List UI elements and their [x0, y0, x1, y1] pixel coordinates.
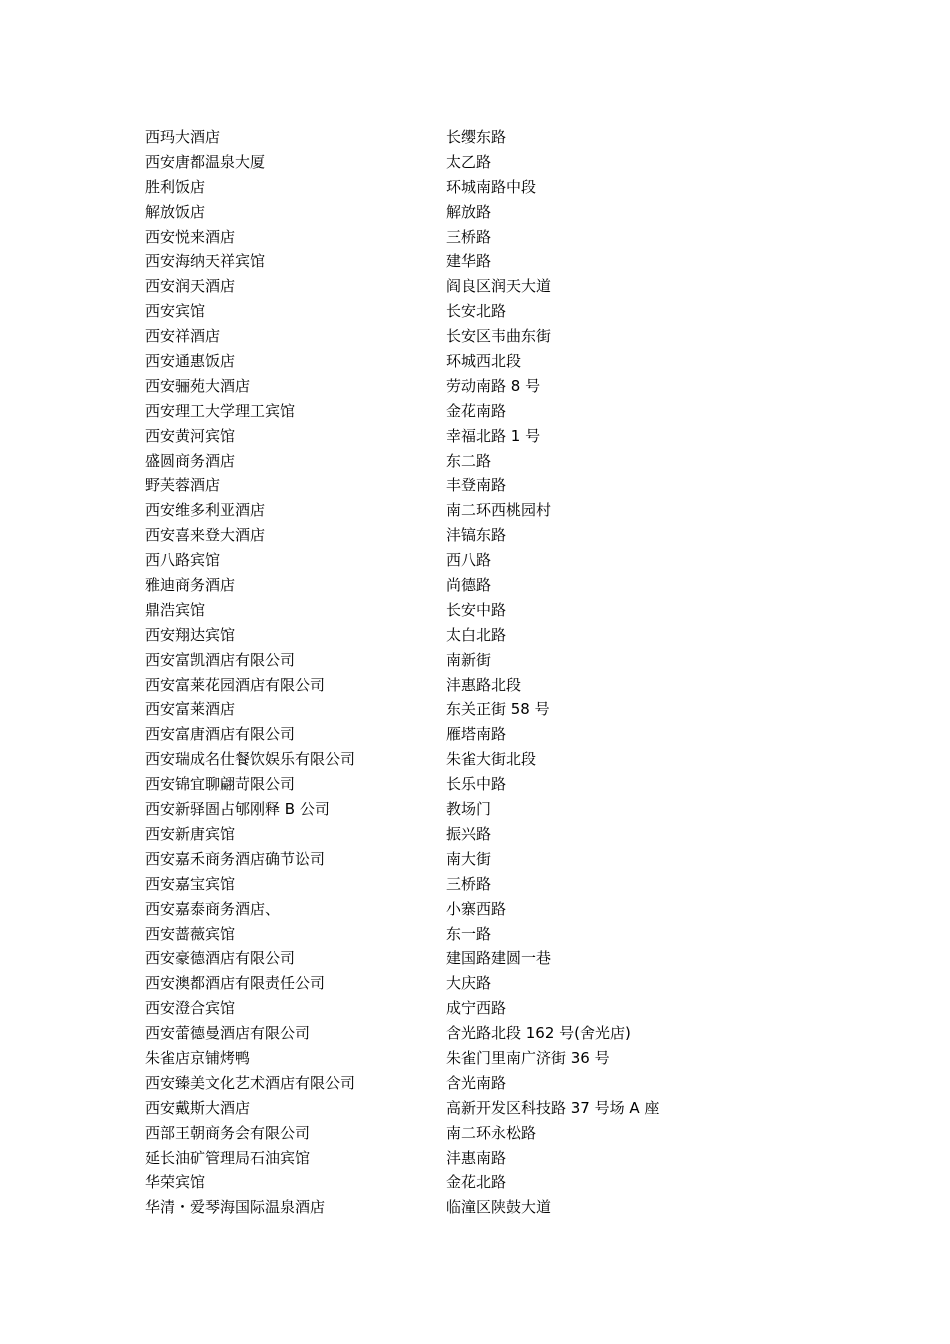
list-item — [145, 722, 845, 747]
hotel-name: 华清・爱琴海国际温泉酒店 — [145, 1198, 326, 1217]
hotel-name: 西安富唐酒店有限公司 — [145, 725, 296, 744]
hotel-name: 西安蕾德曼酒店有限公司 — [145, 1024, 311, 1043]
hotel-address: 长安中路 — [446, 600, 507, 619]
hotel-name: 西安黄河宾馆 — [145, 426, 236, 445]
hotel-name: 西安新唐宾馆 — [145, 824, 236, 843]
list-item — [145, 225, 845, 250]
hotel-name: 西安新驿圄占郇刚释 B 公司 — [145, 800, 330, 819]
hotel-address: 丰登南路 — [446, 476, 507, 495]
hotel-name: 西安理工大学理工宾馆 — [145, 401, 296, 420]
list-item — [145, 872, 845, 897]
hotel-address: 金花南路 — [446, 401, 507, 420]
hotel-address: 东关正街 58 号 — [446, 700, 550, 719]
hotel-name: 西安嘉宝宾馆 — [145, 874, 236, 893]
list-item — [145, 1146, 845, 1171]
hotel-name: 西安喜来登大酒店 — [145, 526, 266, 545]
list-item — [145, 1170, 845, 1195]
hotel-name: 西安祥酒店 — [145, 327, 221, 346]
hotel-name: 胜利饭店 — [145, 177, 206, 196]
hotel-address: 雁塔南路 — [446, 725, 507, 744]
hotel-name: 西安富凯酒店有限公司 — [145, 650, 296, 669]
hotel-name: 西安澄合宾馆 — [145, 999, 236, 1018]
list-item — [145, 747, 845, 772]
hotel-address: 幸福北路 1 号 — [446, 426, 541, 445]
hotel-address: 高新开发区科技路 37 号场 A 座 — [446, 1098, 660, 1117]
list-item — [145, 274, 845, 299]
list-item — [145, 922, 845, 947]
list-item — [145, 349, 845, 374]
hotel-address: 教场门 — [446, 800, 492, 819]
hotel-name: 野芙蓉酒店 — [145, 476, 221, 495]
hotel-address: 环城西北段 — [446, 352, 522, 371]
hotel-address: 临潼区陕鼓大道 — [446, 1198, 552, 1217]
hotel-address: 南二环西桃园村 — [446, 501, 552, 520]
hotel-name: 西安维多利亚酒店 — [145, 501, 266, 520]
hotel-address: 南新街 — [446, 650, 492, 669]
hotel-address: 朱雀大街北段 — [446, 750, 537, 769]
list-item — [145, 697, 845, 722]
hotel-address: 含光南路 — [446, 1073, 507, 1092]
hotel-address: 南大街 — [446, 849, 492, 868]
list-item — [145, 673, 845, 698]
hotel-address: 沣镐东路 — [446, 526, 507, 545]
hotel-name: 鼎浩宾馆 — [145, 600, 206, 619]
hotel-name: 朱雀店京铺烤鸭 — [145, 1048, 251, 1067]
hotel-name: 西安悦来酒店 — [145, 227, 236, 246]
hotel-address: 长乐中路 — [446, 775, 507, 794]
hotel-address: 振兴路 — [446, 824, 492, 843]
list-item — [145, 772, 845, 797]
list-item — [145, 1195, 845, 1220]
hotel-address: 沣惠南路 — [446, 1148, 507, 1167]
list-item — [145, 548, 845, 573]
hotel-address: 朱雀门里南广济街 36 号 — [446, 1048, 610, 1067]
hotel-name: 西安嘉泰商务酒店、 — [145, 899, 281, 918]
list-item — [145, 946, 845, 971]
hotel-name: 西玛大酒店 — [145, 128, 221, 146]
hotel-name: 西安海纳天祥宾馆 — [145, 252, 266, 271]
hotel-name: 西安戴斯大酒店 — [145, 1098, 251, 1117]
list-item — [145, 1046, 845, 1071]
hotel-name: 西安通惠饭店 — [145, 352, 236, 371]
hotel-name: 西安富莱花园酒店有限公司 — [145, 675, 326, 694]
list-item — [145, 125, 845, 150]
list-item — [145, 523, 845, 548]
hotel-address: 大庆路 — [446, 974, 492, 993]
hotel-name: 盛圆商务酒店 — [145, 451, 236, 470]
hotel-address: 长缨东路 — [446, 128, 507, 146]
hotel-name: 西安嘉禾商务酒店确节讼司 — [145, 849, 326, 868]
list-item — [145, 897, 845, 922]
list-item — [145, 473, 845, 498]
hotel-address: 成宁西路 — [446, 999, 507, 1018]
list-item — [145, 449, 845, 474]
hotel-name: 西安唐都温泉大厦 — [145, 152, 266, 171]
hotel-address: 三桥路 — [446, 874, 492, 893]
hotel-address: 阎良区润天大道 — [446, 277, 552, 296]
list-item — [145, 623, 845, 648]
list-item — [145, 1121, 845, 1146]
hotel-address: 南二环永松路 — [446, 1123, 537, 1142]
hotel-name: 西安骊苑大酒店 — [145, 376, 251, 395]
list-item — [145, 324, 845, 349]
hotel-name: 西安豪德酒店有限公司 — [145, 949, 296, 968]
hotel-name: 西八路宾馆 — [145, 551, 221, 570]
list-item — [145, 573, 845, 598]
hotel-name: 西安臻美文化艺术酒店有限公司 — [145, 1073, 356, 1092]
list-item — [145, 971, 845, 996]
hotel-address: 西八路 — [446, 551, 492, 570]
hotel-address: 含光路北段 162 号(舍光店) — [446, 1024, 631, 1043]
list-item — [145, 399, 845, 424]
list-item — [145, 797, 845, 822]
hotel-address: 环城南路中段 — [446, 177, 537, 196]
list-item — [145, 1071, 845, 1096]
hotel-address: 解放路 — [446, 202, 492, 221]
hotel-name: 西安宾馆 — [145, 302, 206, 321]
hotel-name: 西安蔷薇宾馆 — [145, 924, 236, 943]
list-item — [145, 1021, 845, 1046]
hotel-name: 西安澳都酒店有限责任公司 — [145, 974, 326, 993]
hotel-address: 小寨西路 — [446, 899, 507, 918]
hotel-name: 西安富莱酒店 — [145, 700, 236, 719]
list-item — [145, 175, 845, 200]
list-item — [145, 150, 845, 175]
list-item — [145, 648, 845, 673]
list-item — [145, 996, 845, 1021]
hotel-name: 西安翔达宾馆 — [145, 625, 236, 644]
hotel-name: 延长油矿管理局石油宾馆 — [145, 1148, 311, 1167]
list-item — [145, 847, 845, 872]
hotel-address: 太白北路 — [446, 625, 507, 644]
hotel-name: 雅迪商务酒店 — [145, 576, 236, 595]
list-item — [145, 374, 845, 399]
hotel-address: 劳动南路 8 号 — [446, 376, 541, 395]
hotel-address: 长安区韦曲东街 — [446, 327, 552, 346]
hotel-address: 东一路 — [446, 924, 492, 943]
list-item — [145, 424, 845, 449]
hotel-address: 尚德路 — [446, 576, 492, 595]
hotel-list — [145, 125, 845, 1220]
hotel-name: 西安润天酒店 — [145, 277, 236, 296]
hotel-address: 东二路 — [446, 451, 492, 470]
hotel-name: 西安瑞成名仕餐饮娱乐有限公司 — [145, 750, 356, 769]
hotel-address: 建华路 — [446, 252, 492, 271]
list-item — [145, 299, 845, 324]
hotel-address: 建国路建圆一巷 — [446, 949, 552, 968]
hotel-address: 三桥路 — [446, 227, 492, 246]
hotel-address: 长安北路 — [446, 302, 507, 321]
hotel-address: 太乙路 — [446, 152, 492, 171]
list-item — [145, 498, 845, 523]
hotel-address: 沣惠路北段 — [446, 675, 522, 694]
hotel-name: 解放饭店 — [145, 202, 206, 221]
list-item — [145, 598, 845, 623]
list-item — [145, 1096, 845, 1121]
list-item — [145, 822, 845, 847]
hotel-name: 华荣宾馆 — [145, 1173, 206, 1192]
list-item — [145, 249, 845, 274]
hotel-name: 西部王朝商务会有限公司 — [145, 1123, 311, 1142]
hotel-address: 金花北路 — [446, 1173, 507, 1192]
hotel-name: 西安锦宜聊翩苛限公司 — [145, 775, 296, 794]
list-item — [145, 200, 845, 225]
